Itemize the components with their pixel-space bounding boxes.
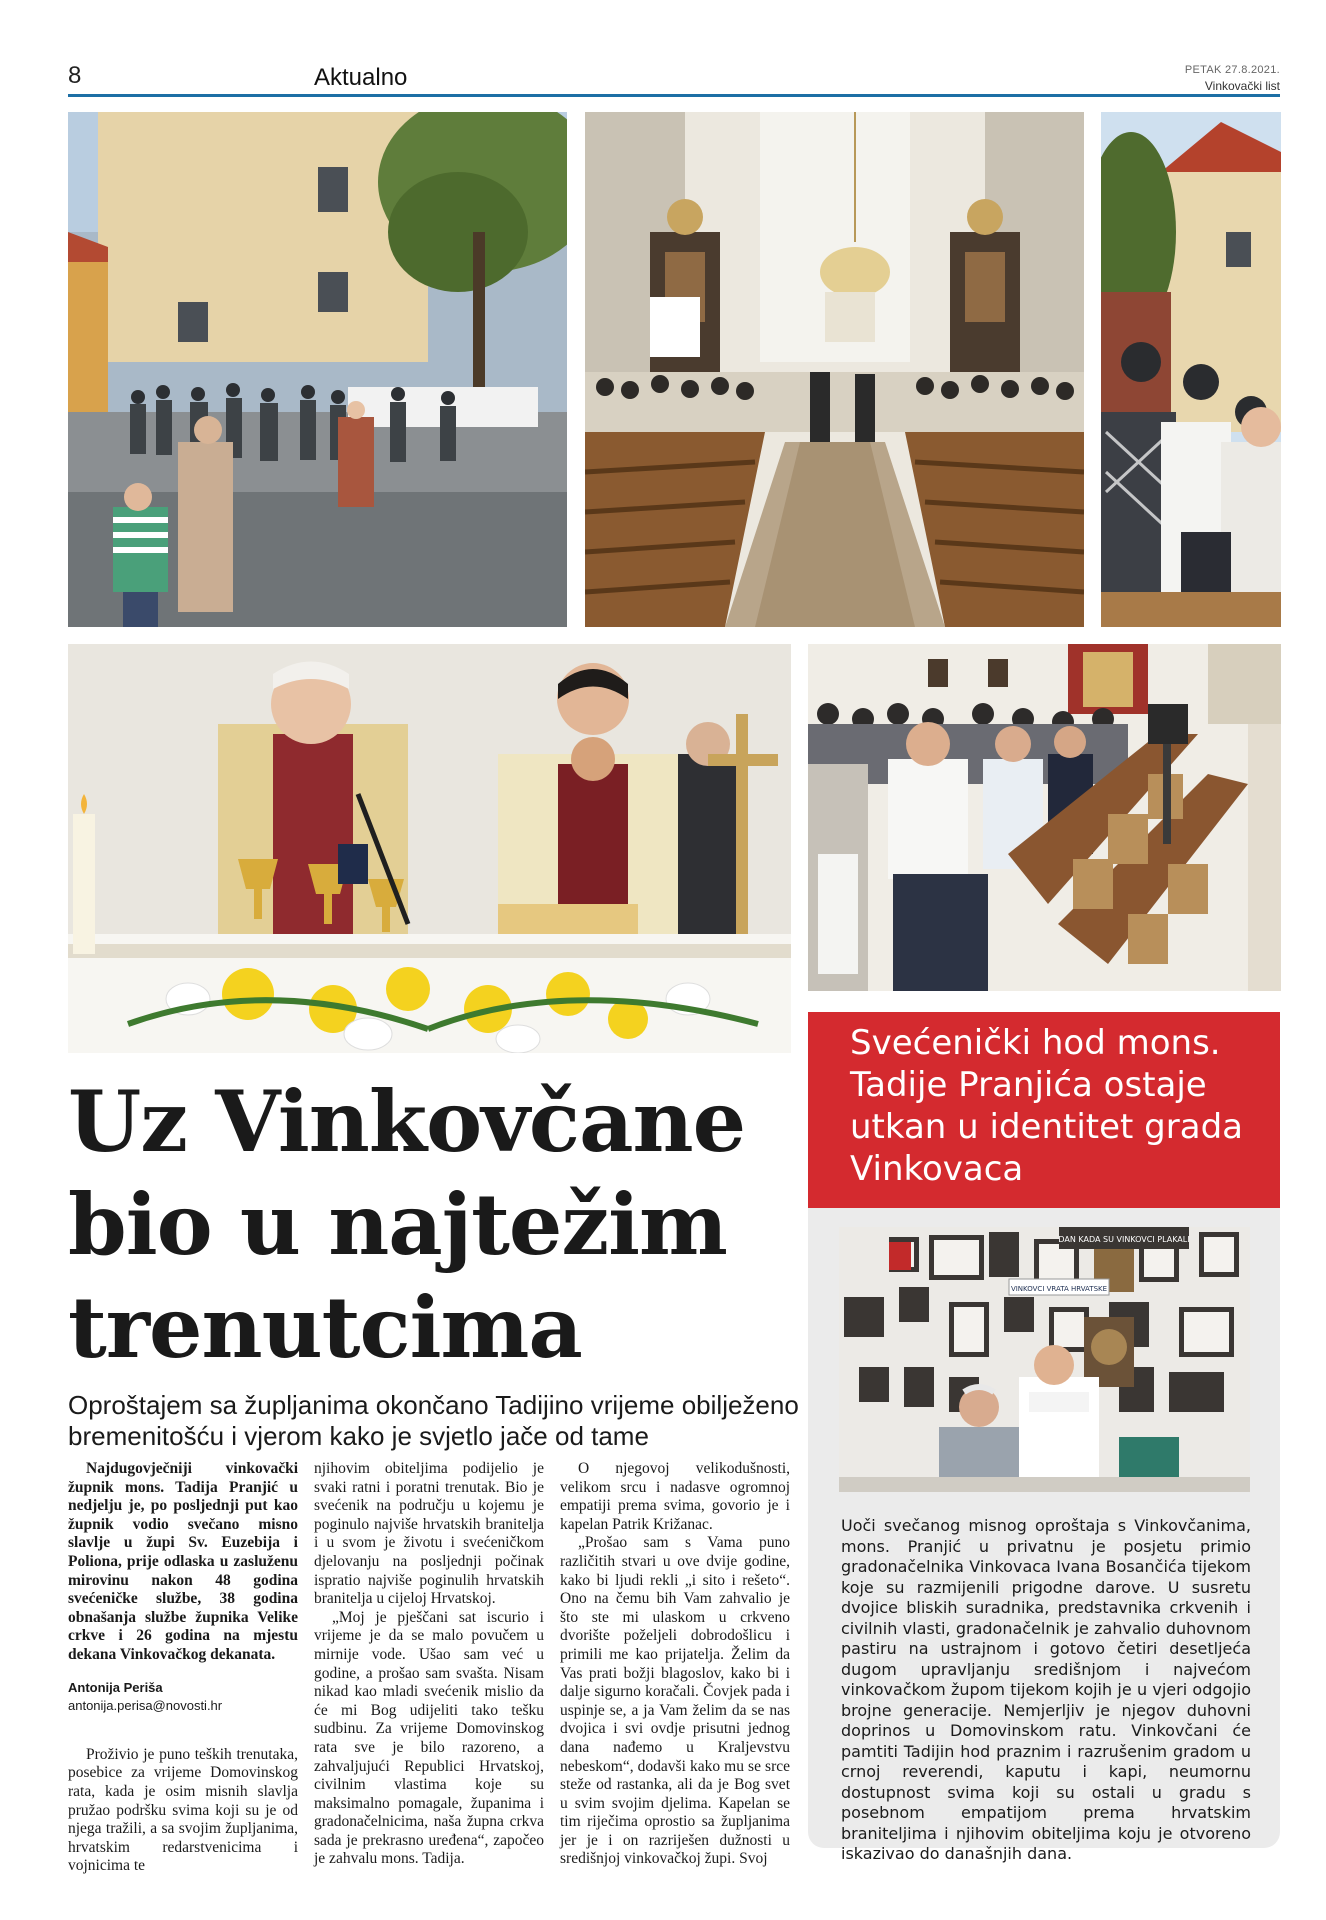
article-lead: Najdugovječniji vinkovački župnik mons. Tadija Pranjić u nedjelju je, po posljednji put kao župnik vodio svečano misno slavlje u župi Sv. Euzebija i Poliona, prije odlaska u zasluženu mirovinu nakon 48 godina svećeničke službe, 38 godina obnašanja službe župnika Velike crkve i 26 godina na mjestu dekana Vinkovačkog dekanata.	[68, 1460, 298, 1663]
sidebar-text: Uoči svečanog misnog oproštaja s Vinkovčanima, mons. Pranjić u privatnu je posjetu primio gradonačelnika Vinkovaca Ivana Bosančića tijekom koje su razmijenili prigodne darove. U susretu dvojice bliskih suradnika, predstavnika crkvenih i civilnih vlasti, gradonačelnik je zahvalio duhovnom pastiru na ustrajnom i gotovo četiri desetljeća dugom upravljanju središnjom i najvećom vinkovačkom župom tijekom kojih je u vjeri odgojio brojne generacije. Nemjerljiv je njegov duhovni doprinos u Domovinskom ratu. Vinkovčani će pamtiti Tadijin hod praznim i razrušenim gradom u crnoj reverendi, kaputu i kapi, neumornu dostupnost svima koji su ostali u gradu s posebnom empatijom prema hrvatskim braniteljima i njihovim obiteljima koju je otvoreno iskazivao do današnjih dana.	[841, 1516, 1251, 1863]
article-subheadline: Oproštajem sa župljanima okončano Tadijino vrijeme obilježeno bremenitošću i vjerom kako je svjetlo jače od tame	[68, 1390, 799, 1451]
article-paragraph: „Prošao sam s Vama puno različitih stvari u ove dvije godine, kako bi ljudi rekli „i sito i rešeto“. Ono na čemu bih Vam zahvalio je što ste mi ulaskom u crkveno dvorište poželjeli dobrodošlicu i primili me kao prijatelja. Želim da Vas prati božji blagoslov, kako bi i dalje sigurno koračali. Čovjek pada i uspinje se, a ja Vam želim da se nas dvojica i svi ovdje prisutni jednog dana nađemo u Kraljevstvu nebeskom“, dodavši kako mu se srce steže od rastanka, ali da je Bog svet u svim svojim djelima. Kapelan se tim riječima oprostio sa župljanima jer je i on razriješen dužnosti u središnjoj vinkovačkoj župi. Svoj	[560, 1534, 790, 1868]
wall-sign-1: DAN KADA SU VINKOVCI PLAKALI	[1058, 1235, 1190, 1244]
sidebar-title: Svećenički hod mons. Tadije Pranjića ostaje utkan u identitet grada Vinkovaca	[850, 1023, 1243, 1189]
page-number: 8	[68, 62, 82, 89]
issue-date: PETAK 27.8.2021.	[1184, 64, 1280, 76]
article-column-3	[560, 1460, 790, 1869]
photo-congregation	[808, 644, 1281, 991]
wall-sign-2: VINKOVCI VRATA HRVATSKE	[1010, 1285, 1108, 1293]
article-column-2	[314, 1460, 544, 1869]
photo-mayor-visit	[839, 1227, 1250, 1492]
photo-churchyard-crowd	[68, 112, 567, 627]
header-rule	[68, 94, 1280, 97]
article-paragraph: O njegovoj velikodušnosti, velikom srcu i nadasve ogromnoj empatiji prema svima, govorio je i kapelan Patrik Križanac.	[560, 1460, 790, 1533]
newspaper-name: Vinkovački list	[1204, 79, 1280, 93]
author-email[interactable]: antonija.perisa@novosti.hr	[68, 1698, 223, 1714]
photo-church-interior	[585, 112, 1084, 627]
article-column-1	[68, 1460, 298, 1876]
photo-crowd-outside	[1101, 112, 1281, 627]
article-paragraph: njihovim obiteljima podijelio je svaki ratni i poratni trenutak. Bio je svećenik na području u kojemu je poginulo najviše hrvatskih branitelja i u svom je životu i svećeničkom djelovanju na posljednji počinak ispratio najviše poginulih hrvatskih branitelja u cijeloj Hrvatskoj.	[314, 1460, 544, 1608]
article-paragraph: Proživio je puno teških trenutaka, posebice za vrijeme Domovinskog rata, kada je osim misnih slavlja pružao podršku svima koji su je od njega tražili, a sa svojim župljanima, hrvatskim redarstvenicima i vojnicima te	[68, 1745, 298, 1875]
photo-mass-altar	[68, 644, 791, 1053]
author-name: Antonija Periša	[68, 1679, 163, 1695]
article-headline: Uz Vinkovčane bio u najtežim trenutcima	[68, 1072, 746, 1377]
article-paragraph: „Moj je pješčani sat iscurio i vrijeme je da se malo povučem u mirnije vode. Ušao sam već u godine, a prošao sam svašta. Nisam nikad kao mladi svećenik mislio da će mi Bog udijeliti tako tešku sudbinu. Za vrijeme Domovinskog rata sve je bilo razoreno, a zahvaljujući Republici Hrvatskoj, civilnim vlastima koje su maksimalno pomagale, županima i gradonačelnicima, naša župna crkva sada je prekrasno uređena“, započeo je zahvalu mons. Tadija.	[314, 1608, 544, 1868]
section-title: Aktualno	[314, 64, 408, 91]
